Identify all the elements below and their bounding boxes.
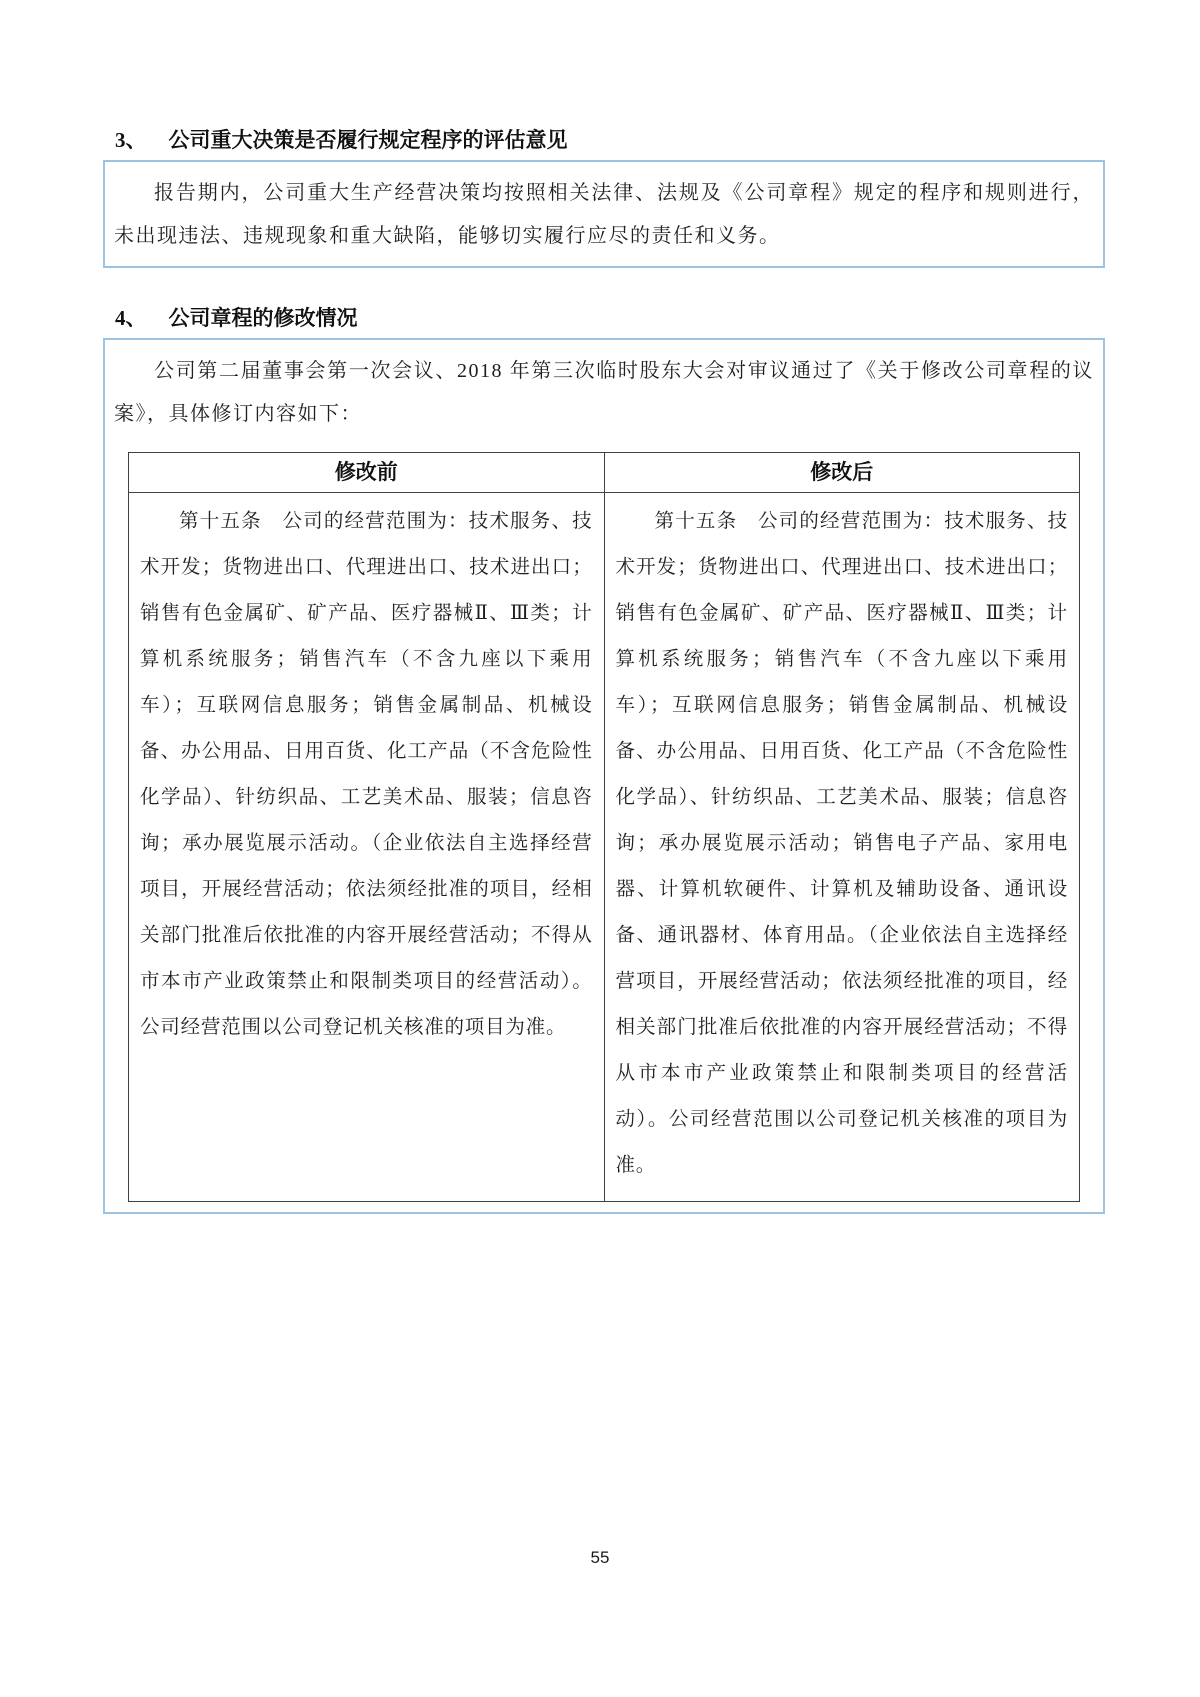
page-number: 55 (590, 1548, 610, 1567)
section-3-number: 3、 (115, 128, 147, 152)
section-4-content-box (103, 338, 1105, 1214)
section-charter-amendment (103, 304, 1105, 1214)
charter-table-header-row (129, 453, 1080, 493)
section-decision-review (103, 126, 1105, 268)
table-header-after: 修改后 (604, 453, 1080, 493)
before-text-paragraph: 第十五条 公司的经营范围为：技术服务、技术开发；货物进出口、代理进出口、技术进出口；销售有色金属矿、矿产品、医疗器械Ⅱ、Ⅲ类；计算机系统服务；销售汽车（不含九座以下乘用车）；互联网信息服务；销售金属制品、机械设备、办公用品、日用百货、化工产品（不含危险性化学品）、针纺织品、工艺美术品、服装；信息咨询；承办展览展示活动。（企业依法自主选择经营项目，开展经营活动；依法须经批准的项目，经相关部门批准后依批准的内容开展经营活动；不得从市本市产业政策禁止和限制类项目的经营活动）。公司经营范围以公司登记机关核准的项目为准。 (140, 511, 593, 1038)
table-row (129, 493, 1080, 1202)
section-3-content-box (103, 160, 1105, 268)
section-3-heading (103, 126, 1105, 154)
section-4-number: 4、 (115, 306, 147, 330)
table-cell-before (129, 493, 605, 1202)
section-3-title: 公司重大决策是否履行规定程序的评估意见 (168, 128, 568, 152)
section-4-heading (103, 304, 1105, 332)
table-cell-after (604, 493, 1080, 1202)
section-3-body-paragraph: 报告期内，公司重大生产经营决策均按照相关法律、法规及《公司章程》规定的程序和规则进行，未出现违法、违规现象和重大缺陷，能够切实履行应尽的责任和义务。 (114, 182, 1094, 247)
section-4-intro-paragraph: 公司第二届董事会第一次会议、2018 年第三次临时股东大会对审议通过了《关于修改公司章程的议案》，具体修订内容如下： (114, 360, 1094, 425)
section-4-title: 公司章程的修改情况 (168, 306, 358, 330)
document-content (103, 126, 1105, 1214)
charter-amendment-table (128, 452, 1080, 1202)
after-text-paragraph: 第十五条 公司的经营范围为：技术服务、技术开发；货物进出口、代理进出口、技术进出口；销售有色金属矿、矿产品、医疗器械Ⅱ、Ⅲ类；计算机系统服务；销售汽车（不含九座以下乘用车）；互联网信息服务；销售金属制品、机械设备、办公用品、日用百货、化工产品（不含危险性化学品）、针纺织品、工艺美术品、服装；信息咨询；承办展览展示活动；销售电子产品、家用电器、计算机软硬件、计算机及辅助设备、通讯设备、通讯器材、体育用品。（企业依法自主选择经营项目，开展经营活动；依法须经批准的项目，经相关部门批准后依批准的内容开展经营活动；不得从市本市产业政策禁止和限制类项目的经营活动）。公司经营范围以公司登记机关核准的项目为准。 (615, 511, 1068, 1176)
table-header-before: 修改前 (129, 453, 605, 493)
